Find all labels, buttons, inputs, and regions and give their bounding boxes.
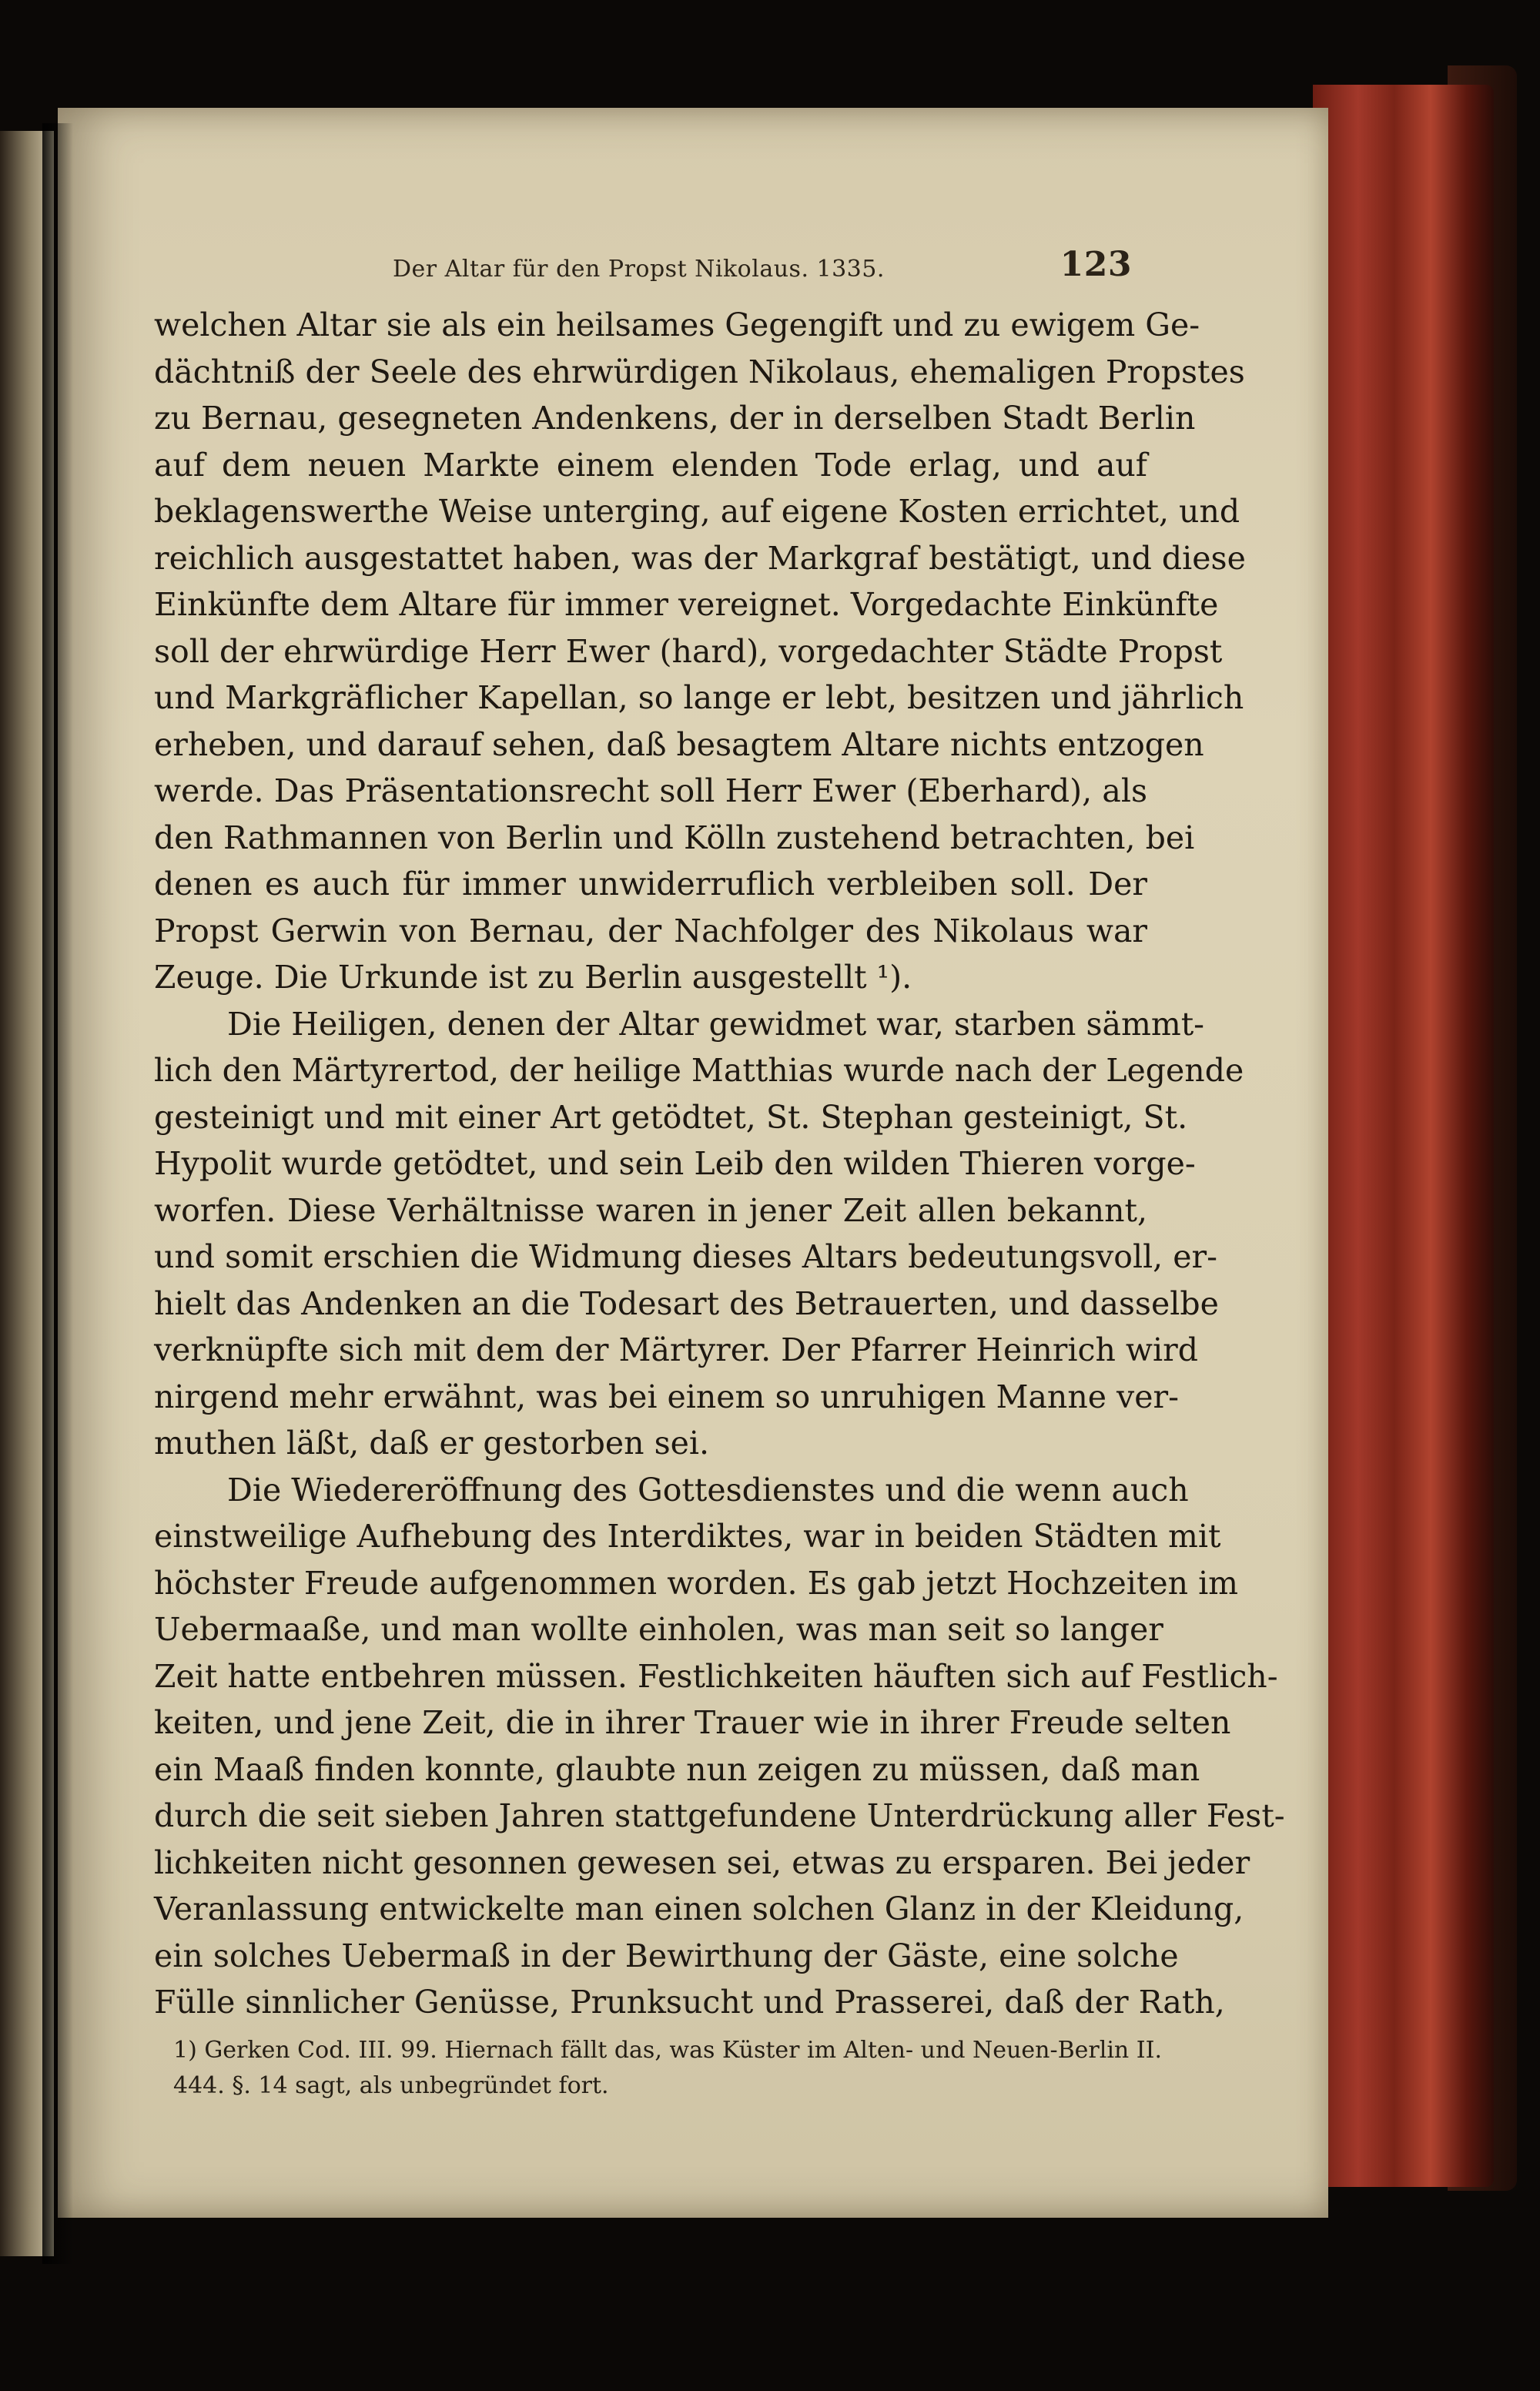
text-line: worfen. Diese Verhältnisse waren in jener Zeit allen bekannt, (154, 1191, 1147, 1229)
text-line: beklagenswerthe Weise unterging, auf eigene Kosten errichtet, und (154, 493, 1240, 530)
text-line: lichkeiten nicht gesonnen gewesen sei, etwas zu ersparen. Bei jeder (154, 1843, 1250, 1881)
text-line: reichlich ausgestattet haben, was der Markgraf bestätigt, und diese (154, 539, 1246, 577)
text-line: hielt das Andenken an die Todesart des Betrauerten, und dasselbe (154, 1284, 1219, 1322)
page-block-edge (1313, 85, 1494, 2187)
text-line: und somit erschien die Widmung dieses Altars bedeutungsvoll, er- (154, 1238, 1217, 1275)
spine-shadow (42, 123, 73, 2264)
text-line: Die Heiligen, denen der Altar gewidmet war, starben sämmt- (227, 1005, 1205, 1043)
text-line: zu Bernau, gesegneten Andenkens, der in derselben Stadt Berlin (154, 400, 1196, 437)
text-line: Fülle sinnlicher Genüsse, Prunksucht und Prasserei, daß der Rath, (154, 1984, 1225, 2021)
text-line: muthen läßt, daß er gestorben sei. (154, 1425, 710, 1462)
footnote (173, 2033, 1163, 2104)
running-title: Der Altar für den Propst Nikolaus. 1335. (393, 256, 885, 283)
text-line: Propst Gerwin von Bernau, der Nachfolger des Nikolaus war (154, 912, 1147, 949)
text-line: höchster Freude aufgenommen worden. Es gab jetzt Hochzeiten im (154, 1564, 1239, 1602)
text-line: Zeit hatte entbehren müssen. Festlichkeiten häuften sich auf Festlich- (154, 1657, 1278, 1695)
text-line: Uebermaaße, und man wollte einholen, was man seit so langer (154, 1611, 1163, 1648)
page-header (393, 245, 1132, 291)
text-line: Die Wiedereröffnung des Gottesdienstes und die wenn auch (227, 1471, 1189, 1509)
text-line: Hypolit wurde getödtet, und sein Leib den wilden Thieren vorge- (154, 1145, 1196, 1182)
footnote-line: 444. §. 14 sagt, als unbegründet fort. (173, 2072, 609, 2099)
text-line: dächtniß der Seele des ehrwürdigen Nikolaus, ehemaligen Propstes (154, 353, 1245, 390)
text-line: nirgend mehr erwähnt, was bei einem so unruhigen Manne ver- (154, 1378, 1179, 1415)
text-line: verknüpfte sich mit dem der Märtyrer. Der Pfarrer Heinrich wird (154, 1331, 1198, 1368)
text-line: Veranlassung entwickelte man einen solchen Glanz in der Kleidung, (154, 1890, 1244, 1927)
page-number: 123 (1060, 245, 1132, 284)
text-line: ein Maaß finden konnte, glaubte nun zeigen zu müssen, daß man (154, 1750, 1200, 1788)
text-line: durch die seit sieben Jahren stattgefundene Unterdrückung aller Fest- (154, 1797, 1285, 1834)
text-line: gesteinigt und mit einer Art getödtet, St. Stephan gesteinigt, St. (154, 1098, 1188, 1136)
text-line: denen es auch für immer unwiderruflich verbleiben soll. Der (154, 866, 1147, 902)
text-line: und Markgräflicher Kapellan, so lange er lebt, besitzen und jährlich (154, 679, 1244, 716)
text-line: einstweilige Aufhebung des Interdiktes, war in beiden Städten mit (154, 1518, 1221, 1555)
text-line: Zeuge. Die Urkunde ist zu Berlin ausgestellt ¹). (154, 959, 912, 996)
text-line: lich den Märtyrertod, der heilige Matthias wurde nach der Legende (154, 1052, 1244, 1089)
text-line: keiten, und jene Zeit, die in ihrer Trauer wie in ihrer Freude selten (154, 1704, 1231, 1741)
text-line: Einkünfte dem Altare für immer vereignet. Vorgedachte Einkünfte (154, 586, 1219, 623)
text-line: ein solches Uebermaß in der Bewirthung der Gäste, eine solche (154, 1937, 1179, 1974)
footnote-line: 1) Gerken Cod. III. 99. Hiernach fällt das, was Küster im Alten- und Neuen-Berlin II. (173, 2037, 1163, 2064)
text-line: den Rathmannen von Berlin und Kölln zustehend betrachten, bei (154, 819, 1195, 856)
text-line: auf dem neuen Markte einem elenden Tode erlag, und auf (154, 446, 1147, 484)
body-text (154, 302, 1285, 2026)
text-line: welchen Altar sie als ein heilsames Gegengift und zu ewigem Ge- (154, 306, 1200, 343)
text-line: soll der ehrwürdige Herr Ewer (hard), vorgedachter Städte Propst (154, 632, 1223, 670)
text-line: erheben, und darauf sehen, daß besagtem Altare nichts entzogen (154, 725, 1204, 763)
text-line: werde. Das Präsentationsrecht soll Herr Ewer (Eberhard), als (154, 772, 1147, 809)
